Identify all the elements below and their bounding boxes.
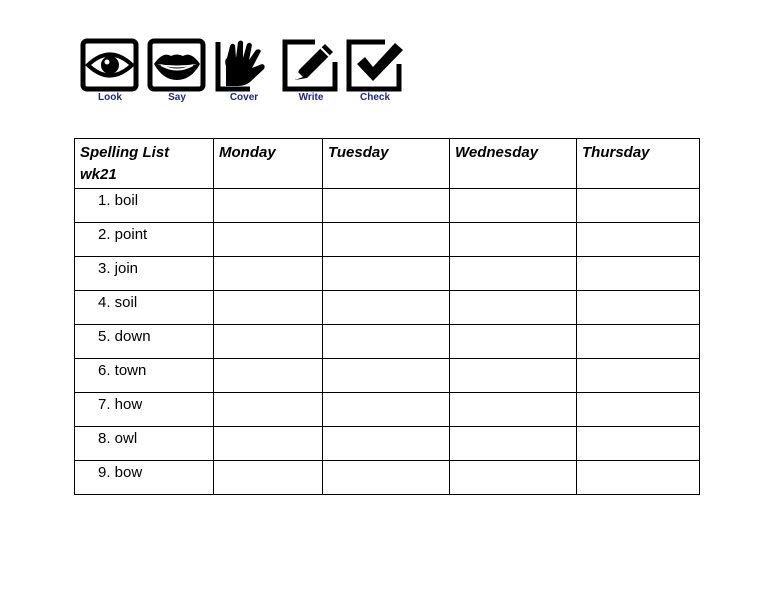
step-label-look: Look <box>98 92 122 103</box>
look-say-cover-write-check-strip <box>80 38 410 104</box>
table-row <box>75 427 700 461</box>
step-label-say: Say <box>168 92 186 103</box>
practice-cell-monday <box>214 257 323 291</box>
practice-cell-monday <box>214 427 323 461</box>
spelling-word: 3. join <box>75 257 214 291</box>
checkmark-icon <box>345 38 405 92</box>
practice-cell-monday <box>214 189 323 223</box>
practice-cell-wednesday <box>450 461 577 495</box>
practice-cell-thursday <box>577 291 700 325</box>
table-row <box>75 257 700 291</box>
practice-cell-monday <box>214 223 323 257</box>
practice-cell-thursday <box>577 223 700 257</box>
practice-cell-thursday <box>577 427 700 461</box>
step-label-write: Write <box>298 92 324 103</box>
table-row <box>75 359 700 393</box>
table-header-row <box>75 139 700 189</box>
practice-cell-monday <box>214 461 323 495</box>
step-label-check: Check <box>359 92 390 103</box>
practice-cell-wednesday <box>450 257 577 291</box>
practice-cell-monday <box>214 291 323 325</box>
spelling-word: 6. town <box>75 359 214 393</box>
table-row <box>75 189 700 223</box>
practice-cell-monday <box>214 359 323 393</box>
practice-cell-thursday <box>577 461 700 495</box>
practice-cell-tuesday <box>323 427 450 461</box>
step-look <box>80 38 140 104</box>
step-label-cover: Cover <box>229 92 259 103</box>
practice-cell-tuesday <box>323 257 450 291</box>
practice-cell-thursday <box>577 189 700 223</box>
spelling-practice-table <box>74 138 700 495</box>
table-row <box>75 461 700 495</box>
spelling-word: 5. down <box>75 325 214 359</box>
spelling-list-header <box>75 139 214 189</box>
spelling-word: 8. owl <box>75 427 214 461</box>
practice-cell-wednesday <box>450 189 577 223</box>
practice-cell-wednesday <box>450 359 577 393</box>
table-row <box>75 393 700 427</box>
spelling-word: 4. soil <box>75 291 214 325</box>
step-write <box>281 38 341 104</box>
spelling-word: 1. boil <box>75 189 214 223</box>
practice-cell-tuesday <box>323 359 450 393</box>
practice-cell-thursday <box>577 359 700 393</box>
step-check <box>345 38 405 104</box>
practice-cell-tuesday <box>323 291 450 325</box>
practice-cell-tuesday <box>323 461 450 495</box>
practice-cell-wednesday <box>450 393 577 427</box>
spelling-word: 9. bow <box>75 461 214 495</box>
eye-icon <box>80 38 140 92</box>
practice-cell-tuesday <box>323 393 450 427</box>
pencil-icon <box>281 38 341 92</box>
practice-cell-wednesday <box>450 325 577 359</box>
practice-cell-wednesday <box>450 427 577 461</box>
spelling-word: 7. how <box>75 393 214 427</box>
lips-icon <box>147 38 207 92</box>
day-header-monday: Monday <box>214 139 323 189</box>
day-header-wednesday: Wednesday <box>450 139 577 189</box>
practice-cell-wednesday <box>450 223 577 257</box>
table-row <box>75 291 700 325</box>
spelling-list-week: wk21 <box>80 166 117 183</box>
practice-cell-thursday <box>577 325 700 359</box>
practice-cell-tuesday <box>323 325 450 359</box>
day-header-thursday: Thursday <box>577 139 700 189</box>
practice-cell-monday <box>214 393 323 427</box>
practice-cell-tuesday <box>323 189 450 223</box>
spelling-word: 2. point <box>75 223 214 257</box>
table-row <box>75 223 700 257</box>
step-say <box>147 38 207 104</box>
spelling-list-title: Spelling List <box>80 144 170 161</box>
practice-cell-wednesday <box>450 291 577 325</box>
step-cover <box>214 38 274 104</box>
practice-cell-tuesday <box>323 223 450 257</box>
table-row <box>75 325 700 359</box>
practice-cell-thursday <box>577 257 700 291</box>
practice-cell-thursday <box>577 393 700 427</box>
hand-icon <box>214 38 274 92</box>
practice-cell-monday <box>214 325 323 359</box>
day-header-tuesday: Tuesday <box>323 139 450 189</box>
